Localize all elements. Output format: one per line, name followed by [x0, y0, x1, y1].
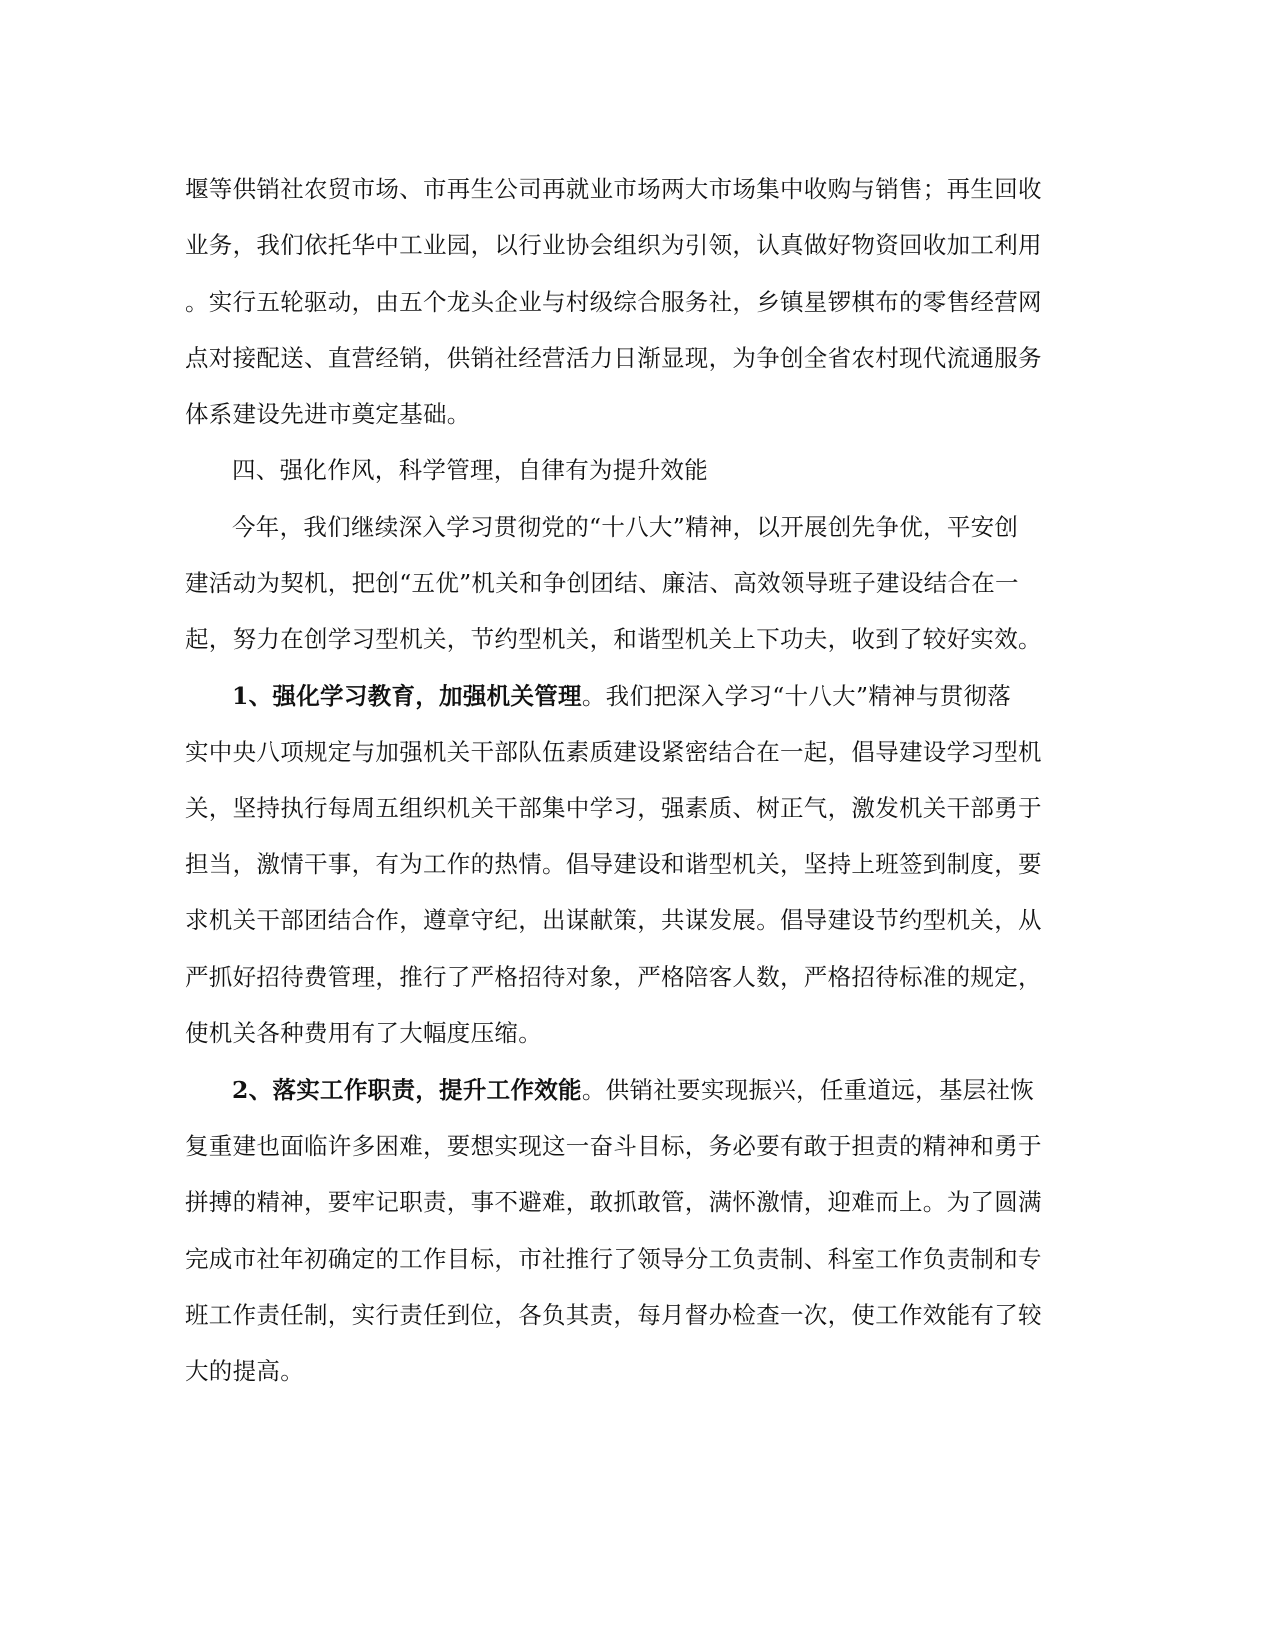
item-2-text: 。供销社要实现振兴，任重道远，基层社恢 [581, 1076, 1035, 1104]
paragraph-line: 今年，我们继续深入学习贯彻党的“十八大”精神，以开展创先争优，平安创 [232, 513, 1019, 541]
paragraph-line: 堰等供销社农贸市场、市再生公司再就业市场两大市场集中收购与销售；再生回收 [185, 175, 1042, 203]
paragraph-line: 拼搏的精神，要牢记职责，事不避难，敢抓敢管，满怀激情，迎难而上。为了圆满 [185, 1188, 1042, 1216]
paragraph-line: 严抓好招待费管理，推行了严格招待对象，严格陪客人数，严格招待标准的规定， [185, 963, 1042, 991]
paragraph-line: 完成市社年初确定的工作目标，市社推行了领导分工负责制、科室工作负责制和专 [185, 1245, 1042, 1273]
paragraph-line: 点对接配送、直营经销，供销社经营活力日渐显现，为争创全省农村现代流通服务 [185, 344, 1042, 372]
paragraph-line: 实中央八项规定与加强机关干部队伍素质建设紧密结合在一起，倡导建设学习型机 [185, 738, 1042, 766]
paragraph-line: 班工作责任制，实行责任到位，各负其责，每月督办检查一次，使工作效能有了较 [185, 1301, 1042, 1329]
item-2-heading: 2、落实工作职责，提升工作效能 [232, 1076, 582, 1104]
item-2-first-line [232, 1073, 1137, 1107]
paragraph-line: 建活动为契机，把创“五优”机关和争创团结、廉洁、高效领导班子建设结合在一 [185, 569, 1019, 597]
paragraph-line: 使机关各种费用有了大幅度压缩。 [185, 1019, 542, 1047]
item-1-text: 。我们把深入学习“十八大”精神与贯彻落 [581, 682, 1012, 710]
paragraph-line: 复重建也面临许多困难，要想实现这一奋斗目标，务必要有敢于担责的精神和勇于 [185, 1132, 1042, 1160]
item-1-heading: 1、强化学习教育，加强机关管理 [232, 682, 582, 710]
paragraph-line: 起，努力在创学习型机关，节约型机关，和谐型机关上下功夫，收到了较好实效。 [185, 625, 1042, 653]
paragraph-line: 。实行五轮驱动，由五个龙头企业与村级综合服务社，乡镇星锣棋布的零售经营网 [185, 288, 1042, 316]
item-1-first-line [232, 679, 1137, 713]
section-heading: 四、强化作风，科学管理，自律有为提升效能 [232, 456, 708, 484]
paragraph-line: 体系建设先进市奠定基础。 [185, 400, 471, 428]
paragraph-line: 业务，我们依托华中工业园，以行业协会组织为引领，认真做好物资回收加工利用 [185, 231, 1042, 259]
paragraph-line: 担当，激情干事，有为工作的热情。倡导建设和谐型机关，坚持上班签到制度，要 [185, 850, 1042, 878]
paragraph-line: 求机关干部团结合作，遵章守纪，出谋献策，共谋发展。倡导建设节约型机关，从 [185, 906, 1042, 934]
paragraph-line: 大的提高。 [185, 1357, 304, 1385]
paragraph-line: 关，坚持执行每周五组织机关干部集中学习，强素质、树正气，激发机关干部勇于 [185, 794, 1042, 822]
